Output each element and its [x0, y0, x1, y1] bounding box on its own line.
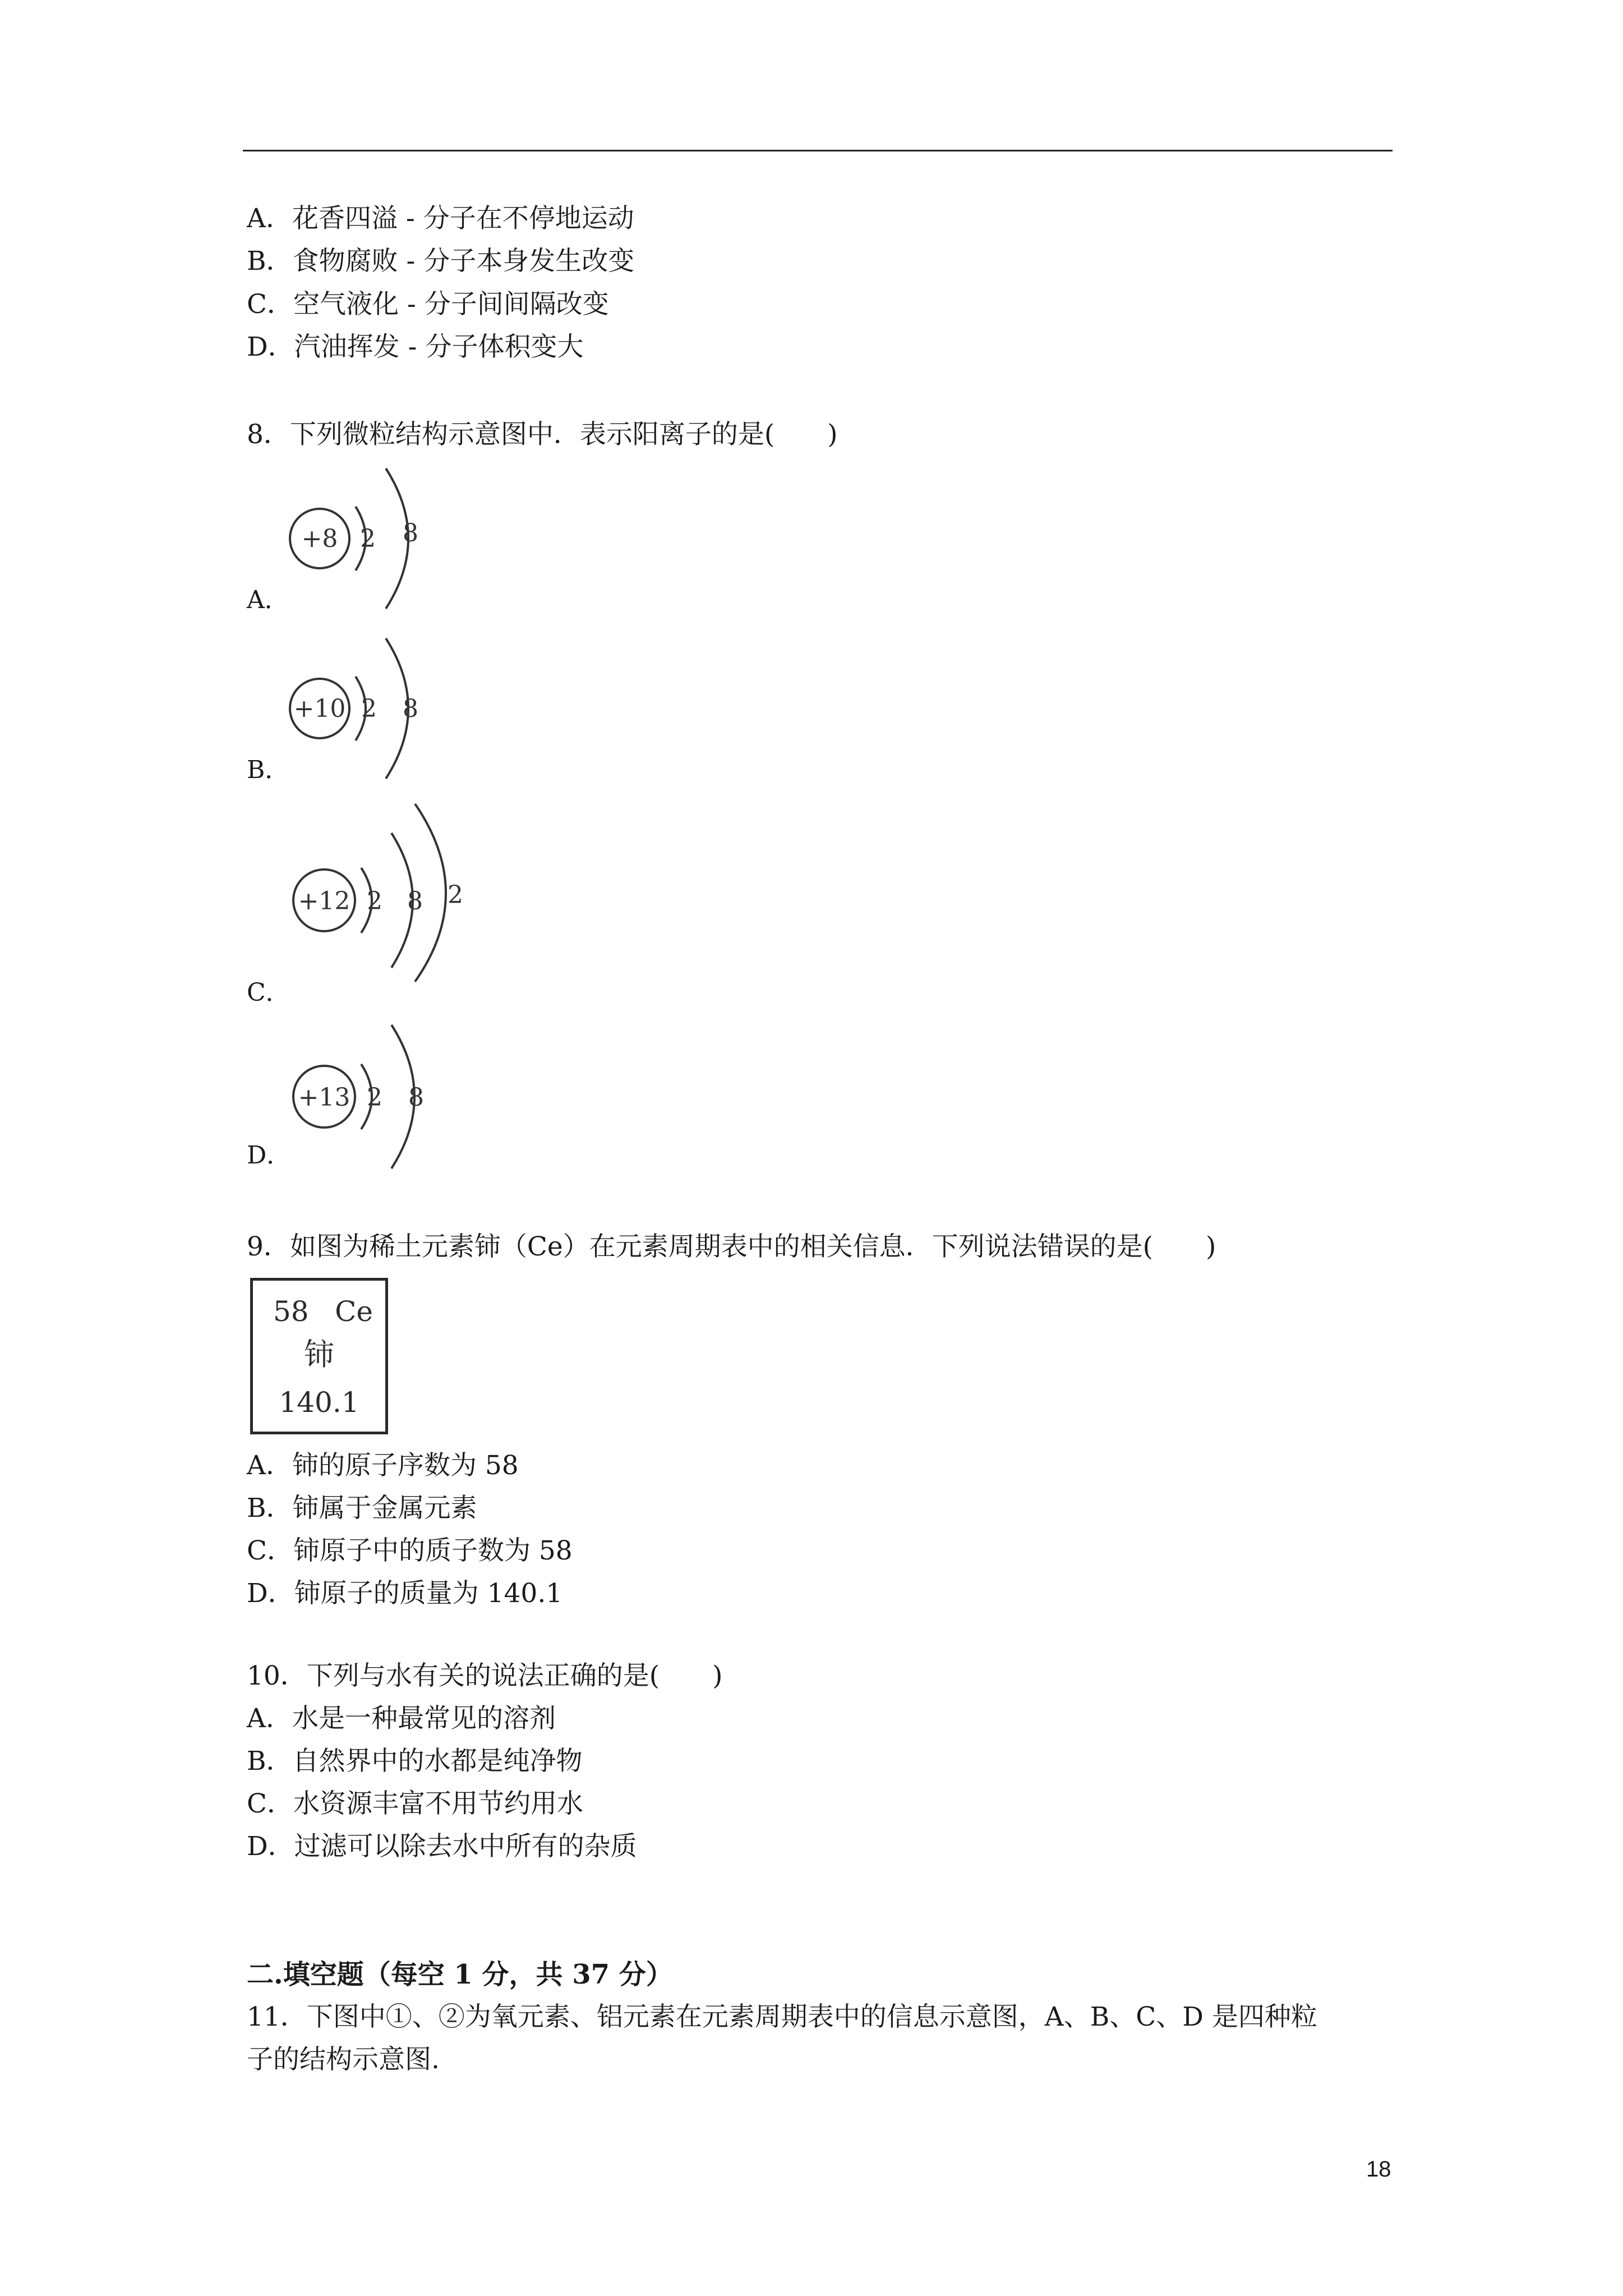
atomic-number: 58 [273, 1295, 309, 1328]
q8-option-b-letter: B． [247, 756, 290, 784]
q9-option-b: B．铈属于金属元素 [247, 1493, 477, 1524]
q10-stem: 10．下列与水有关的说法正确的是( ) [247, 1660, 723, 1691]
q7-option-c: C．空气液化 - 分子间间隔改变 [247, 289, 609, 320]
q8-option-a-diagram [286, 463, 454, 616]
q8-option-d-diagram [286, 1018, 454, 1172]
atom-structure-c [286, 799, 499, 984]
page-number: 18 [1366, 2157, 1391, 2182]
header-rule [243, 150, 1393, 151]
q8-option-b-diagram [286, 633, 454, 786]
element-name: 铈 [304, 1337, 334, 1372]
element-symbol: Ce [335, 1295, 373, 1328]
nucleus-charge: +13 [298, 1083, 351, 1112]
shell-electrons-2: 8 [403, 519, 418, 547]
q11-stem-line-2: 子的结构示意图. [247, 2044, 440, 2075]
q8-option-c-diagram [286, 799, 499, 987]
nucleus-charge: +8 [301, 524, 338, 553]
atom-structure-b [286, 633, 454, 784]
q9-option-d: D．铈原子的质量为 140.1 [247, 1578, 563, 1609]
shell-electrons-1: 2 [361, 694, 377, 723]
shell-electrons-1: 2 [367, 1083, 382, 1112]
q9-option-a: A．铈的原子序数为 58 [247, 1450, 519, 1481]
q10-option-d: D．过滤可以除去水中所有的杂质 [247, 1831, 637, 1862]
q8-option-c-letter: C． [247, 978, 291, 1007]
shell-electrons-2: 8 [403, 694, 418, 723]
q9-stem: 9．如图为稀土元素铈（Ce）在元素周期表中的相关信息．下列说法错误的是( ) [247, 1231, 1216, 1262]
q8-stem: 8．下列微粒结构示意图中．表示阳离子的是( ) [247, 419, 838, 450]
atom-structure-a [286, 463, 454, 614]
q9-option-c: C．铈原子中的质子数为 58 [247, 1535, 573, 1566]
shell-electrons-3: 2 [448, 881, 463, 909]
q11-stem-line-1: 11．下图中①、②为氧元素、铝元素在元素周期表中的信息示意图，A、B、C、D 是四种粒 [247, 2001, 1317, 2032]
atomic-mass: 140.1 [279, 1386, 359, 1419]
q10-option-a: A．水是一种最常见的溶剂 [247, 1703, 556, 1734]
q7-option-d: D．汽油挥发 - 分子体积变大 [247, 332, 584, 362]
q7-option-a: A．花香四溢 - 分子在不停地运动 [247, 203, 634, 234]
nucleus-charge: +10 [293, 694, 346, 723]
q7-option-b: B．食物腐败 - 分子本身发生改变 [247, 246, 635, 277]
shell-electrons-2: 8 [408, 1083, 424, 1112]
periodic-table-cell [250, 1278, 388, 1434]
q8-option-d-letter: D． [247, 1141, 292, 1170]
shell-electrons-1: 2 [367, 887, 382, 915]
q8-option-a-letter: A． [247, 586, 289, 614]
q10-option-b: B．自然界中的水都是纯净物 [247, 1746, 583, 1777]
section-title: 二.填空题（每空 1 分，共 37 分） [247, 1959, 673, 1990]
shell-electrons-2: 8 [407, 887, 423, 915]
shell-electrons-1: 2 [360, 524, 376, 553]
q10-option-c: C．水资源丰富不用节约用水 [247, 1788, 583, 1819]
nucleus-charge: +12 [298, 887, 351, 915]
atom-structure-d [286, 1018, 454, 1170]
